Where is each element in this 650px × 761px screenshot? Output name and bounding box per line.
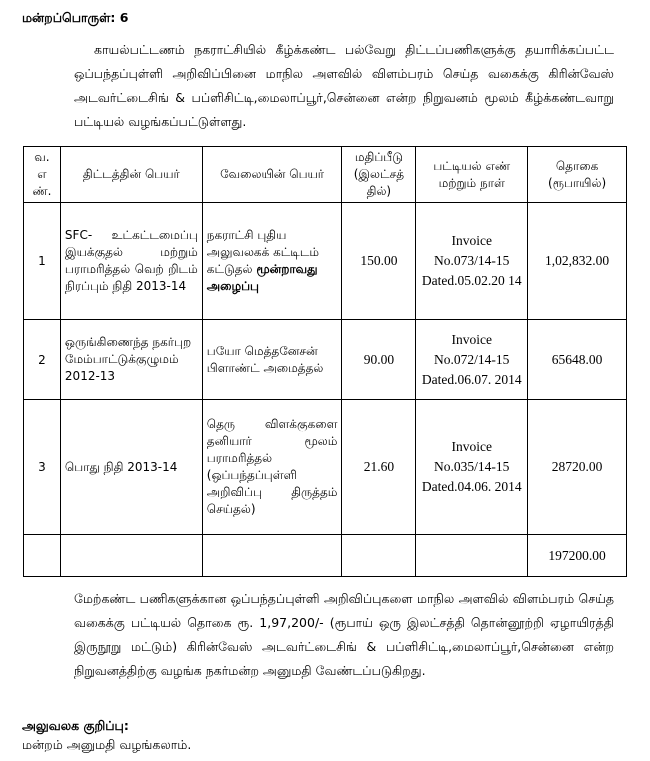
- row-serial: 2: [24, 320, 61, 400]
- total-empty-cell: [202, 535, 342, 577]
- header-invoice: பட்டியல் எண் மற்றும் நாள்: [416, 147, 528, 203]
- row-estimate: 21.60: [342, 400, 416, 535]
- header-scheme: திட்டத்தின் பெயர்: [60, 147, 202, 203]
- row-invoice: Invoice No.035/14-15 Dated.04.06. 2014: [416, 400, 528, 535]
- row-work: [202, 203, 342, 320]
- total-empty-cell: [60, 535, 202, 577]
- row-amount: 65648.00: [528, 320, 627, 400]
- closing-paragraph: மேற்கண்ட பணிகளுக்கான ஒப்பந்தப்புள்ளி அறிவிப்புகளை மாநில அளவில் விளம்பரம் செய்த வகைக்கு பட்டியல் தொகை ரூ. 1,97,200/- (ரூபாய் ஒரு இலட்சத்தி தொன்னூற்றி ஏழாயிரத்தி இருநூறு மட்டும்) கிரின்வேஸ் அடவர்ட்டைசிங் & பப்ளிசிட்டி,மைலாப்பூர்,சென்னை என்ற நிறுவனத்திற்கு வழங்க நகர்மன்ற அனுமதி வேண்டப்படுகிறது.: [74, 591, 614, 678]
- total-empty-cell: [24, 535, 61, 577]
- row-work-bold: மூன்றாவது அழைப்பு: [206, 262, 318, 293]
- intro-paragraph: காயல்பட்டணம் நகராட்சியில் கீழ்க்கண்ட பல்வேறு திட்டப்பணிகளுக்கு தயாரிக்கப்பட்ட ஒப்பந்தப்புள்ளி அறிவிப்பினை மாநில அளவில் விளம்பரம் செய்த வகைக்கு கிரின்வேஸ் அடவர்ட்டைசிங் & பப்ளிசிட்டி,மைலாப்பூர்,சென்னை என்ற நிறுவனம் மூலம் கீழ்க்கண்டவாறு பட்டியல் வழங்கப்பட்டுள்ளது.: [74, 42, 614, 129]
- row-amount: 28720.00: [528, 400, 627, 535]
- row-estimate: 90.00: [342, 320, 416, 400]
- table-total-row: [24, 535, 627, 577]
- row-serial: 3: [24, 400, 61, 535]
- total-amount: 197200.00: [528, 535, 627, 577]
- table-row: [24, 203, 627, 320]
- row-serial: 1: [24, 203, 61, 320]
- header-estimate: மதிப்பீடு (இலட்சத் தில்): [342, 147, 416, 203]
- row-invoice: Invoice No.072/14-15 Dated.06.07. 2014: [416, 320, 528, 400]
- row-work-text: நகராட்சி புதிய அலுவலகக் கட்டிடம் கட்டுதல்: [206, 228, 320, 276]
- header-work: வேலையின் பெயர்: [202, 147, 342, 203]
- office-note-text: மன்றம் அனுமதி வழங்கலாம்.: [22, 737, 192, 752]
- table-header-row: [24, 147, 627, 203]
- row-scheme: SFC- உட்கட்டமைப்பு இயக்குதல் மற்றும் பராமரித்தல் வெற் றிடம் நிரப்பும் நிதி 2013-14: [60, 203, 202, 320]
- row-scheme: பொது நிதி 2013-14: [60, 400, 202, 535]
- total-empty-cell: [342, 535, 416, 577]
- row-work: தெரு விளக்குகளை தனியார் மூலம் பராமரித்தல் (ஒப்பந்தப்புள்ளி அறிவிப்பு திருத்தம் செய்தல்): [202, 400, 342, 535]
- row-invoice: Invoice No.073/14-15 Dated.05.02.20 14: [416, 203, 528, 320]
- table-row: [24, 320, 627, 400]
- row-amount: 1,02,832.00: [528, 203, 627, 320]
- office-note-heading: அலுவலக குறிப்பு:: [22, 718, 129, 733]
- invoice-table: [23, 146, 627, 577]
- header-amount: தொகை (ரூபாயில்): [528, 147, 627, 203]
- header-serial: வ. எ ண்.: [24, 147, 61, 203]
- total-empty-cell: [416, 535, 528, 577]
- row-work: பயோ மெத்தனேசன் பிளாண்ட் அமைத்தல்: [202, 320, 342, 400]
- item-heading: மன்றப்பொருள்: 6: [22, 10, 129, 25]
- row-scheme: ஒருங்கிணைந்த நகர்புற மேம்பாட்டுக்குழுமம் 2012-13: [60, 320, 202, 400]
- table-row: [24, 400, 627, 535]
- row-estimate: 150.00: [342, 203, 416, 320]
